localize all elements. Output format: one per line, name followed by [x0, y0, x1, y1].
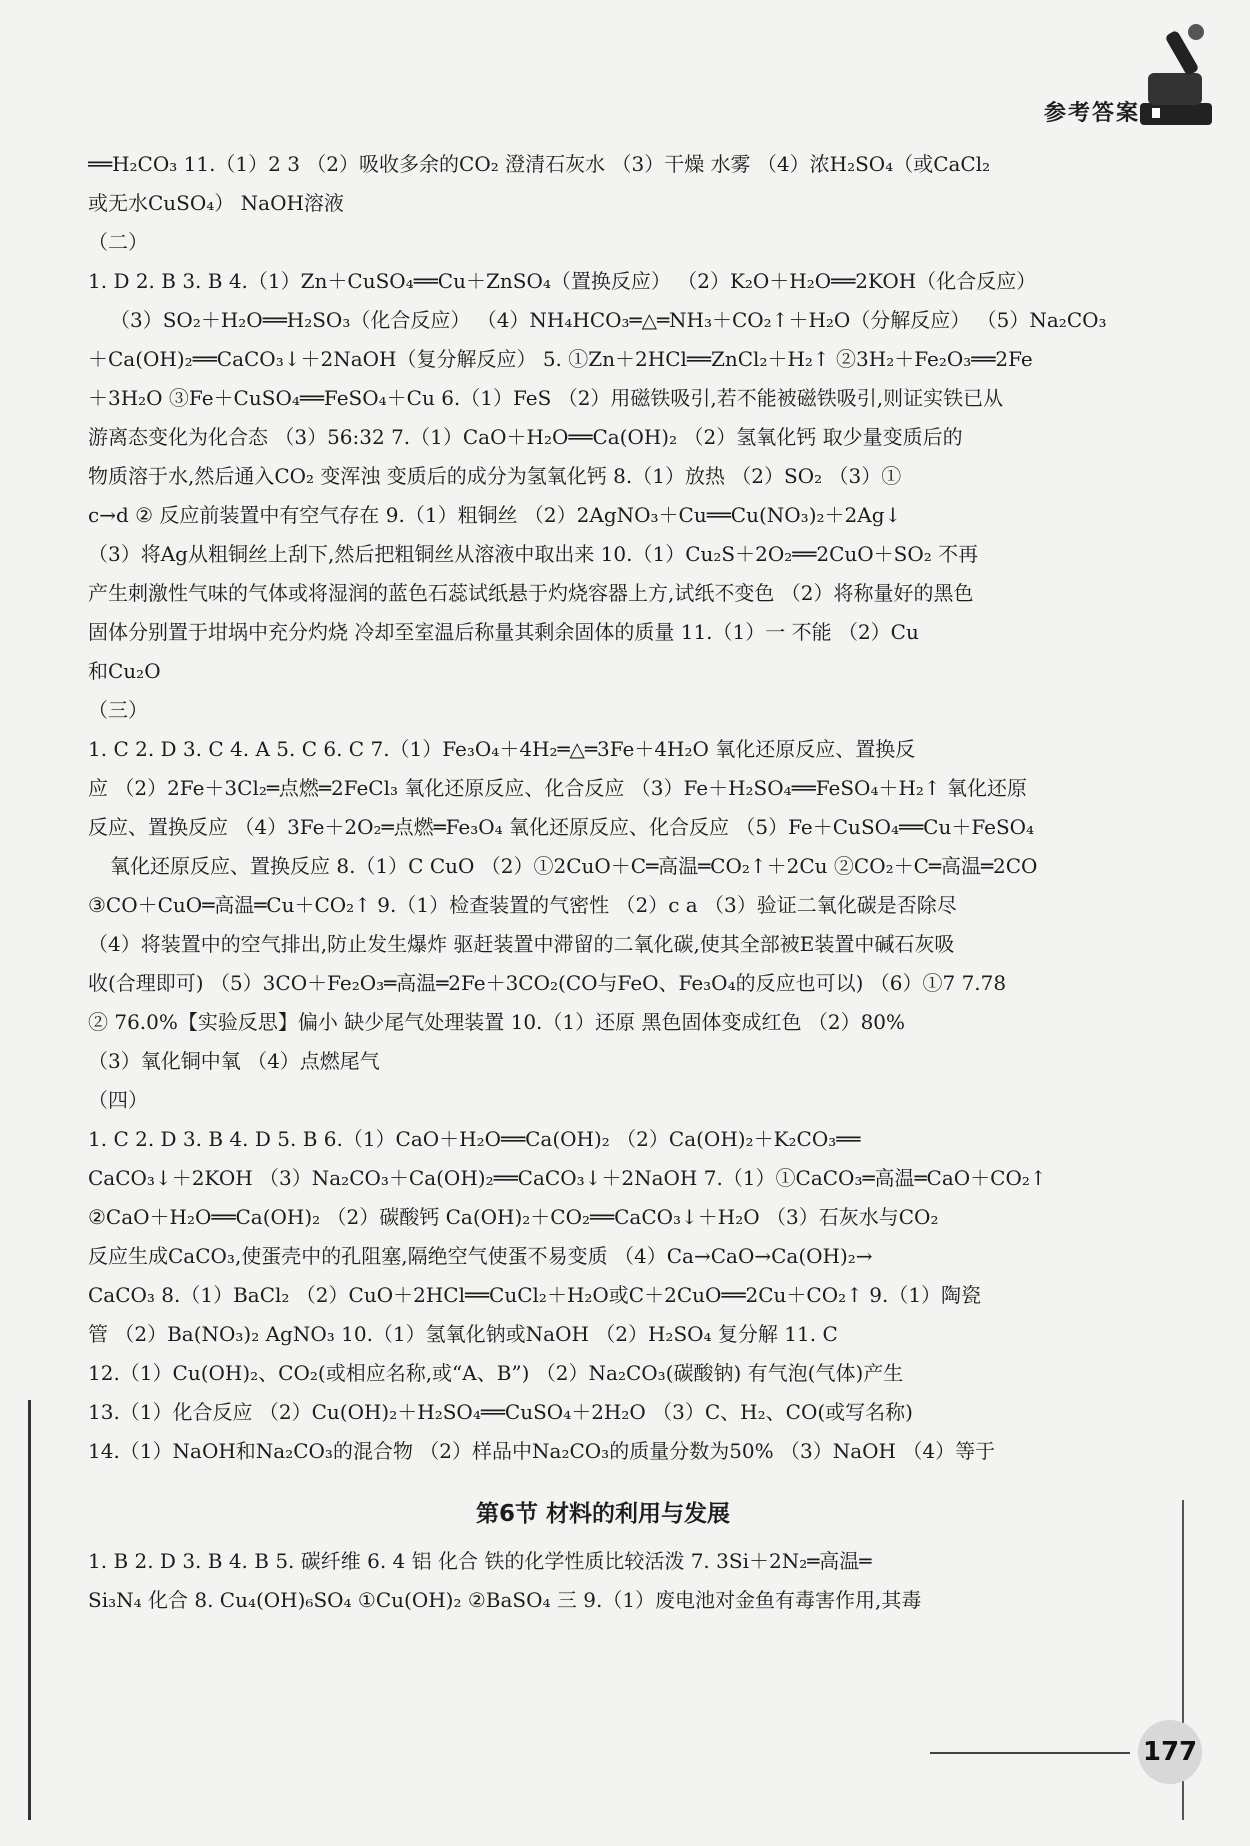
section-heading: （二）: [88, 230, 148, 254]
answer-line: 和Cu₂O: [88, 659, 161, 683]
section-title: 第6节 材料的利用与发展: [475, 1501, 730, 1527]
answer-line: 收(合理即可) （5）3CO＋Fe₂O₃═高温═2Fe＋3CO₂(CO与FeO、Fe₃O₄的反应也可以) （6）①7 7.78: [88, 971, 1007, 995]
answer-line: ② 76.0%【实验反思】偏小 缺少尾气处理装置 10.（1）还原 黑色固体变成红色 （2）80%: [88, 1010, 906, 1034]
answer-line: ②CaO＋H₂O══Ca(OH)₂ （2）碳酸钙 Ca(OH)₂＋CO₂══CaCO₃↓＋H₂O （3）石灰水与CO₂: [88, 1205, 939, 1229]
answer-line: CaCO₃↓＋2KOH （3）Na₂CO₃＋Ca(OH)₂══CaCO₃↓＋2NaOH 7.（1）①CaCO₃═高温═CaO＋CO₂↑: [88, 1166, 1047, 1190]
answer-line: ══H₂CO₃ 11.（1）2 3 （2）吸收多余的CO₂ 澄清石灰水 （3）干燥 水雾 （4）浓H₂SO₄（或CaCl₂: [88, 152, 991, 176]
answer-line: 游离态变化为化合态 （3）56:32 7.（1）CaO＋H₂O══Ca(OH)₂ （2）氢氧化钙 取少量变质后的: [88, 425, 963, 449]
answer-line: 固体分别置于坩埚中充分灼烧 冷却至室温后称量其剩余固体的质量 11.（1）一 不能 （2）Cu: [88, 620, 919, 644]
answer-line: ＋Ca(OH)₂══CaCO₃↓＋2NaOH（复分解反应） 5. ①Zn＋2HCl══ZnCl₂＋H₂↑ ②3H₂＋Fe₂O₃══2Fe: [88, 347, 1033, 371]
answer-line: 1. B 2. D 3. B 4. B 5. 碳纤维 6. 4 铝 化合 铁的化学性质比较活泼 7. 3Si＋2N₂═高温═: [88, 1549, 872, 1573]
section-heading: （三）: [88, 698, 148, 722]
answer-line: 产生刺激性气味的气体或将湿润的蓝色石蕊试纸悬于灼烧容器上方,试纸不变色 （2）将称量好的黑色: [88, 581, 974, 605]
answer-line: Si₃N₄ 化合 8. Cu₄(OH)₆SO₄ ①Cu(OH)₂ ②BaSO₄ 三 9.（1）废电池对金鱼有毒害作用,其毒: [88, 1588, 922, 1612]
answer-line: c→d ② 反应前装置中有空气存在 9.（1）粗铜丝 （2）2AgNO₃＋Cu══Cu(NO₃)₂＋2Ag↓: [88, 503, 902, 527]
answer-line: 反应、置换反应 （4）3Fe＋2O₂═点燃═Fe₃O₄ 氧化还原反应、化合反应 （5）Fe＋CuSO₄══Cu＋FeSO₄: [88, 815, 1035, 839]
answer-line: 1. D 2. B 3. B 4.（1）Zn＋CuSO₄══Cu＋ZnSO₄（置换反应） （2）K₂O＋H₂O══2KOH（化合反应）: [88, 269, 1037, 293]
answer-line: 12.（1）Cu(OH)₂、CO₂(或相应名称,或“A、B”) （2）Na₂CO₃(碳酸钠) 有气泡(气体)产生: [88, 1361, 904, 1385]
page-number: 177: [1138, 1720, 1202, 1784]
answer-line: 管 （2）Ba(NO₃)₂ AgNO₃ 10.（1）氢氧化钠或NaOH （2）H₂SO₄ 复分解 11. C: [88, 1322, 838, 1346]
answer-content: [88, 145, 1118, 1620]
answer-line: （3）SO₂＋H₂O══H₂SO₃（化合反应） （4）NH₄HCO₃═△═NH₃＋CO₂↑＋H₂O（分解反应） （5）Na₂CO₃: [110, 308, 1107, 332]
answer-line: 或无水CuSO₄） NaOH溶液: [88, 191, 344, 215]
answer-line: 氧化还原反应、置换反应 8.（1）C CuO （2）①2CuO＋C═高温═CO₂↑＋2Cu ②CO₂＋C═高温═2CO: [110, 854, 1038, 878]
answer-line: （3）将Ag从粗铜丝上刮下,然后把粗铜丝从溶液中取出来 10.（1）Cu₂S＋2O₂══2CuO＋SO₂ 不再: [88, 542, 979, 566]
answer-line: （四）: [88, 1088, 148, 1112]
answer-line: 物质溶于水,然后通入CO₂ 变浑浊 变质后的成分为氢氧化钙 8.（1）放热 （2）SO₂ （3）①: [88, 464, 902, 488]
page-header-title: 参考答案: [1043, 101, 1140, 126]
answer-line: （4）将装置中的空气排出,防止发生爆炸 驱赶装置中滞留的二氧化碳,使其全部被E装置中碱石灰吸: [88, 932, 955, 956]
microscope-icon: [1130, 18, 1220, 133]
answer-line: 14.（1）NaOH和Na₂CO₃的混合物 （2）样品中Na₂CO₃的质量分数为50% （3）NaOH （4）等于: [88, 1439, 996, 1463]
answer-line: 反应生成CaCO₃,使蛋壳中的孔阻塞,隔绝空气使蛋不易变质 （4）Ca→CaO→Ca(OH)₂→: [88, 1244, 873, 1268]
answer-line: CaCO₃ 8.（1）BaCl₂ （2）CuO＋2HCl══CuCl₂＋H₂O或C＋2CuO══2Cu＋CO₂↑ 9.（1）陶瓷: [88, 1283, 982, 1307]
answer-line: 1. C 2. D 3. C 4. A 5. C 6. C 7.（1）Fe₃O₄＋4H₂═△═3Fe＋4H₂O 氧化还原反应、置换反: [88, 737, 916, 761]
answer-line: 应 （2）2Fe＋3Cl₂═点燃═2FeCl₃ 氧化还原反应、化合反应 （3）Fe＋H₂SO₄══FeSO₄＋H₂↑ 氧化还原: [88, 776, 1028, 800]
answer-line: ③CO＋CuO═高温═Cu＋CO₂↑ 9.（1）检查装置的气密性 （2）c a （3）验证二氧化碳是否除尽: [88, 893, 957, 917]
answer-line: 13.（1）化合反应 （2）Cu(OH)₂＋H₂SO₄══CuSO₄＋2H₂O （3）C、H₂、CO(或写名称): [88, 1400, 913, 1424]
answer-line: （3）氧化铜中氧 （4）点燃尾气: [88, 1049, 380, 1073]
binding-edge: [28, 1400, 31, 1820]
footer-rule: [930, 1752, 1130, 1754]
answer-line: ＋3H₂O ③Fe＋CuSO₄══FeSO₄＋Cu 6.（1）FeS （2）用磁铁吸引,若不能被磁铁吸引,则证实铁已从: [88, 386, 1004, 410]
section-heading: 1. C 2. D 3. B 4. D 5. B 6.（1）CaO＋H₂O══Ca(OH)₂ （2）Ca(OH)₂＋K₂CO₃══: [88, 1127, 861, 1151]
